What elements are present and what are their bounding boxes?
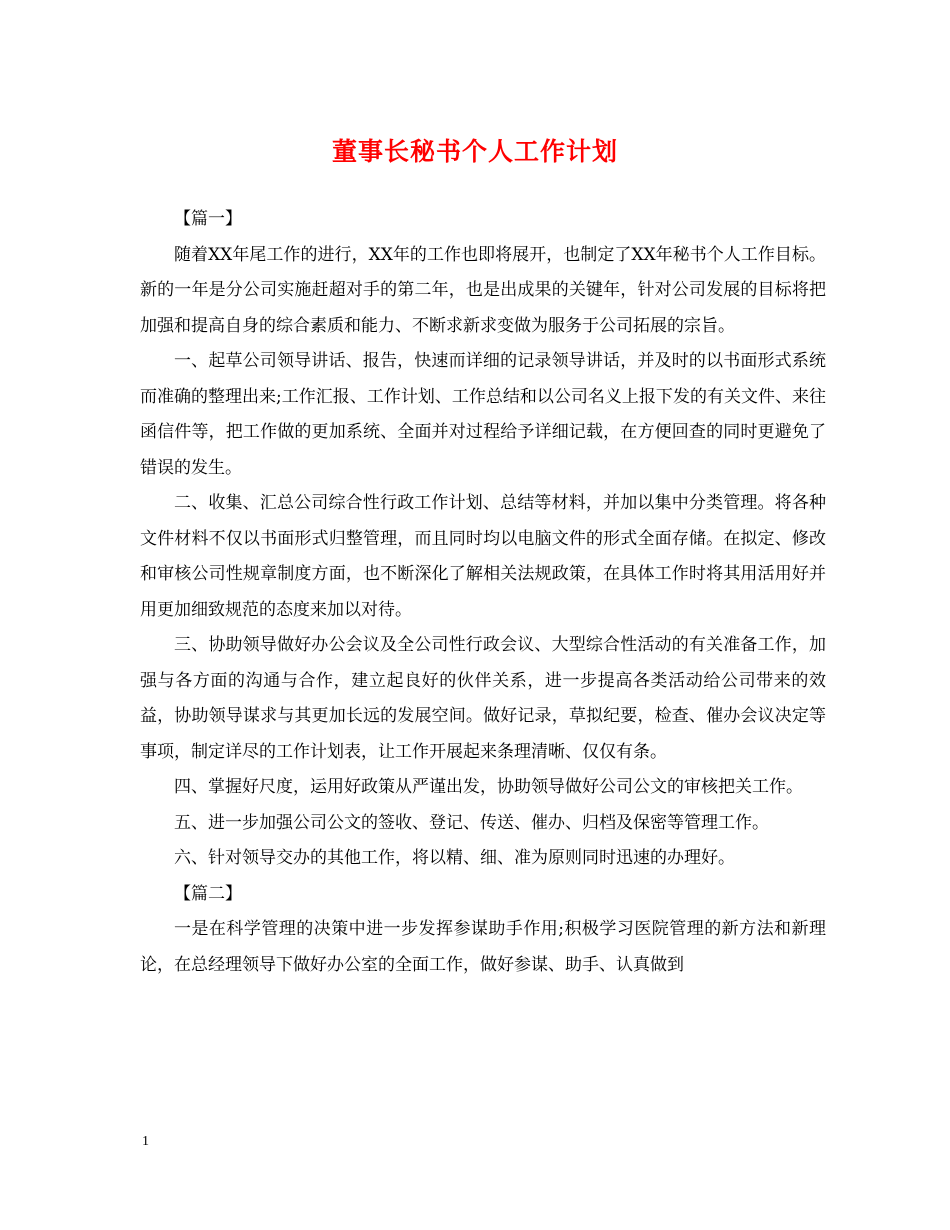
paragraph-item-2: 二、收集、汇总公司综合性行政工作计划、总结等材料，并加以集中分类管理。将各种文件材料不仅以书面形式归整管理，而且同时均以电脑文件的形式全面存储。在拟定、修改和审核公司性规章制度方面，也不断深化了解相关法规政策，在具体工作时将其用活用好并用更加细致规范的态度来加以对待。 — [140, 493, 826, 620]
paragraph-item-4: 四、掌握好尺度，运用好政策从严谨出发，协助领导做好公司公文的审核把关工作。 — [174, 777, 803, 797]
paragraph-section-2: 一是在科学管理的决策中进一步发挥参谋助手作用;积极学习医院管理的新方法和新理论，在总经理领导下做好办公室的全面工作，做好参谋、助手、认真做到 — [140, 919, 826, 975]
section-heading-1: 【篇一】 — [174, 209, 242, 229]
document-title: 董事长秘书个人工作计划 — [331, 137, 618, 166]
section-heading-2: 【篇二】 — [174, 883, 242, 904]
paragraph-item-1: 一、起草公司领导讲话、报告，快速而详细的记录领导讲话，并及时的以书面形式系统而准确的整理出来;工作汇报、工作计划、工作总结和以公司名义上报下发的有关文件、来往函信件等，把工作做的更加系统、全面并对过程给予详细记载，在方便回查的同时更避免了错误的发生。 — [140, 351, 826, 478]
paragraph-intro: 随着XX年尾工作的进行，XX年的工作也即将展开，也制定了XX年秘书个人工作目标。新的一年是分公司实施赶超对手的第二年，也是出成果的关键年，针对公司发展的目标将把加强和提高自身的综合素质和能力、不断求新求变做为服务于公司拓展的宗旨。 — [140, 244, 826, 336]
document-body — [140, 202, 826, 983]
page-number: 1 — [142, 1134, 149, 1149]
paragraph-item-6: 六、针对领导交办的其他工作，将以精、细、准为原则同时迅速的办理好。 — [174, 848, 735, 868]
paragraph-item-3: 三、协助领导做好办公会议及全公司性行政会议、大型综合性活动的有关准备工作，加强与各方面的沟通与合作，建立起良好的伙伴关系，进一步提高各类活动给公司带来的效益，协助领导谋求与其更加长远的发展空间。做好记录，草拟纪要，检查、催办会议决定等事项，制定详尽的工作计划表，让工作开展起来条理清晰、仅仅有条。 — [140, 635, 826, 762]
paragraph-item-5: 五、进一步加强公司公文的签收、登记、传送、催办、归档及保密等管理工作。 — [174, 812, 769, 833]
